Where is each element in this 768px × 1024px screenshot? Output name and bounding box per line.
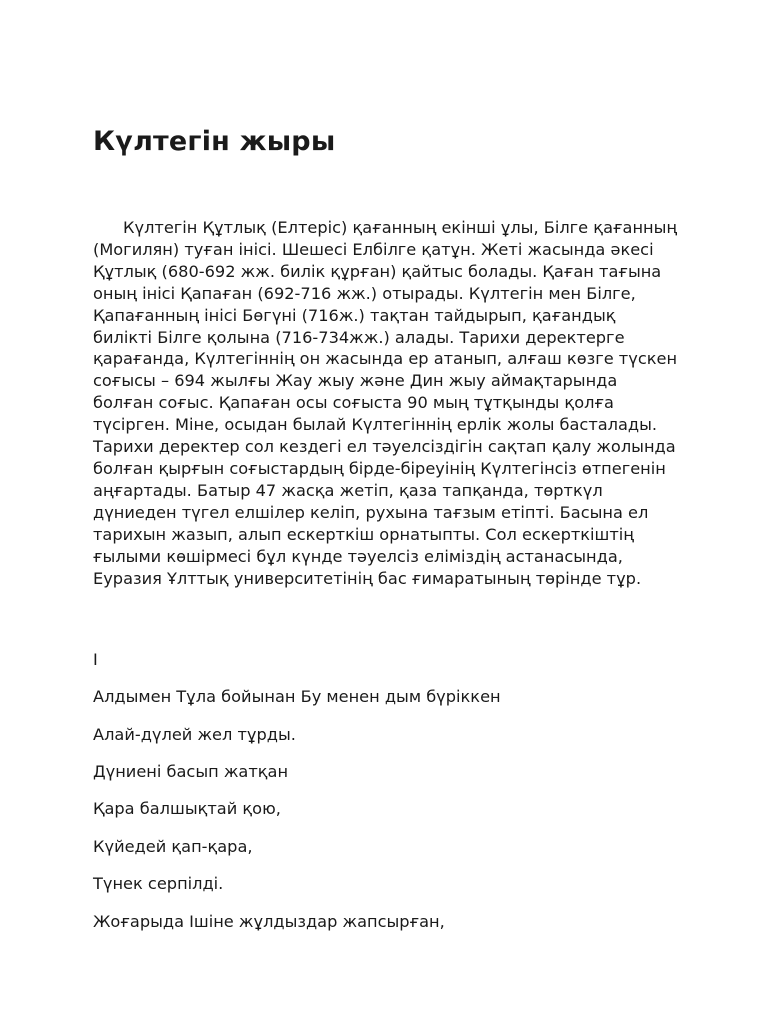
poem-line: Алдымен Тұла бойынан Бу менен дым бүріккен <box>93 687 501 706</box>
intro-paragraph: Күлтегін Құтлық (Елтеріс) қағанның екінші ұлы, Білге қағанның (Могилян) туған інісі. Шешесі Елбілге қатұн. Жеті жасында әкесі Құтлық (680-692 жж. билік құрған) қайтыс болады. Қаған тағына оның інісі Қапаған (692-716 жж.) отырады. Күлтегін мен Білге, Қапағанның інісі Бөгүні (716ж.) тақтан тайдырып, қағандық билікті Білге қолына (716-734жж.) алады. Тарихи деректерге қарағанда, Күлтегіннің он жасында ер атанып, алғаш көзге түскен соғысы – 694 жылғы Жау жыу және Дин жыу аймақтарында болған соғыс. Қапаған осы соғыста 90 мың тұтқынды қолға түсірген. Міне, осыдан былай Күлтегіннің ерлік жолы басталады. Тарихи деректер сол кездегі ел тәуелсіздігін сақтап қалу жолында болған қырғын соғыстардың бірде-біреуінің Күлтегінсіз өтпегенін аңғартады. Батыр 47 жасқа жетіп, қаза тапқанда, төрткүл дүниеден түгел елшілер келіп, рухына тағзым етіпті. Басына ел тарихын жазып, алып ескерткіш орнатыпты. Сол ескерткіштің ғылыми көшірмесі бұл күнде тәуелсіз еліміздің астанасында, Еуразия Ұлттық университетінің бас ғимаратының төрінде тұр. <box>93 218 678 588</box>
poem-line: Күйедей қап-қара, <box>93 837 253 856</box>
section-marker: I <box>93 650 98 669</box>
poem-line: Дүниені басып жатқан <box>93 762 289 781</box>
document-title: Күлтегін жыры <box>93 126 336 157</box>
poem-line: Қара балшықтай қою, <box>93 799 281 818</box>
poem-line: Түнек серпілді. <box>93 874 224 893</box>
poem-line: Жоғарыда Ішіне жұлдыздар жапсырған, <box>93 912 445 931</box>
poem-line: Алай-дүлей жел тұрды. <box>93 725 296 744</box>
